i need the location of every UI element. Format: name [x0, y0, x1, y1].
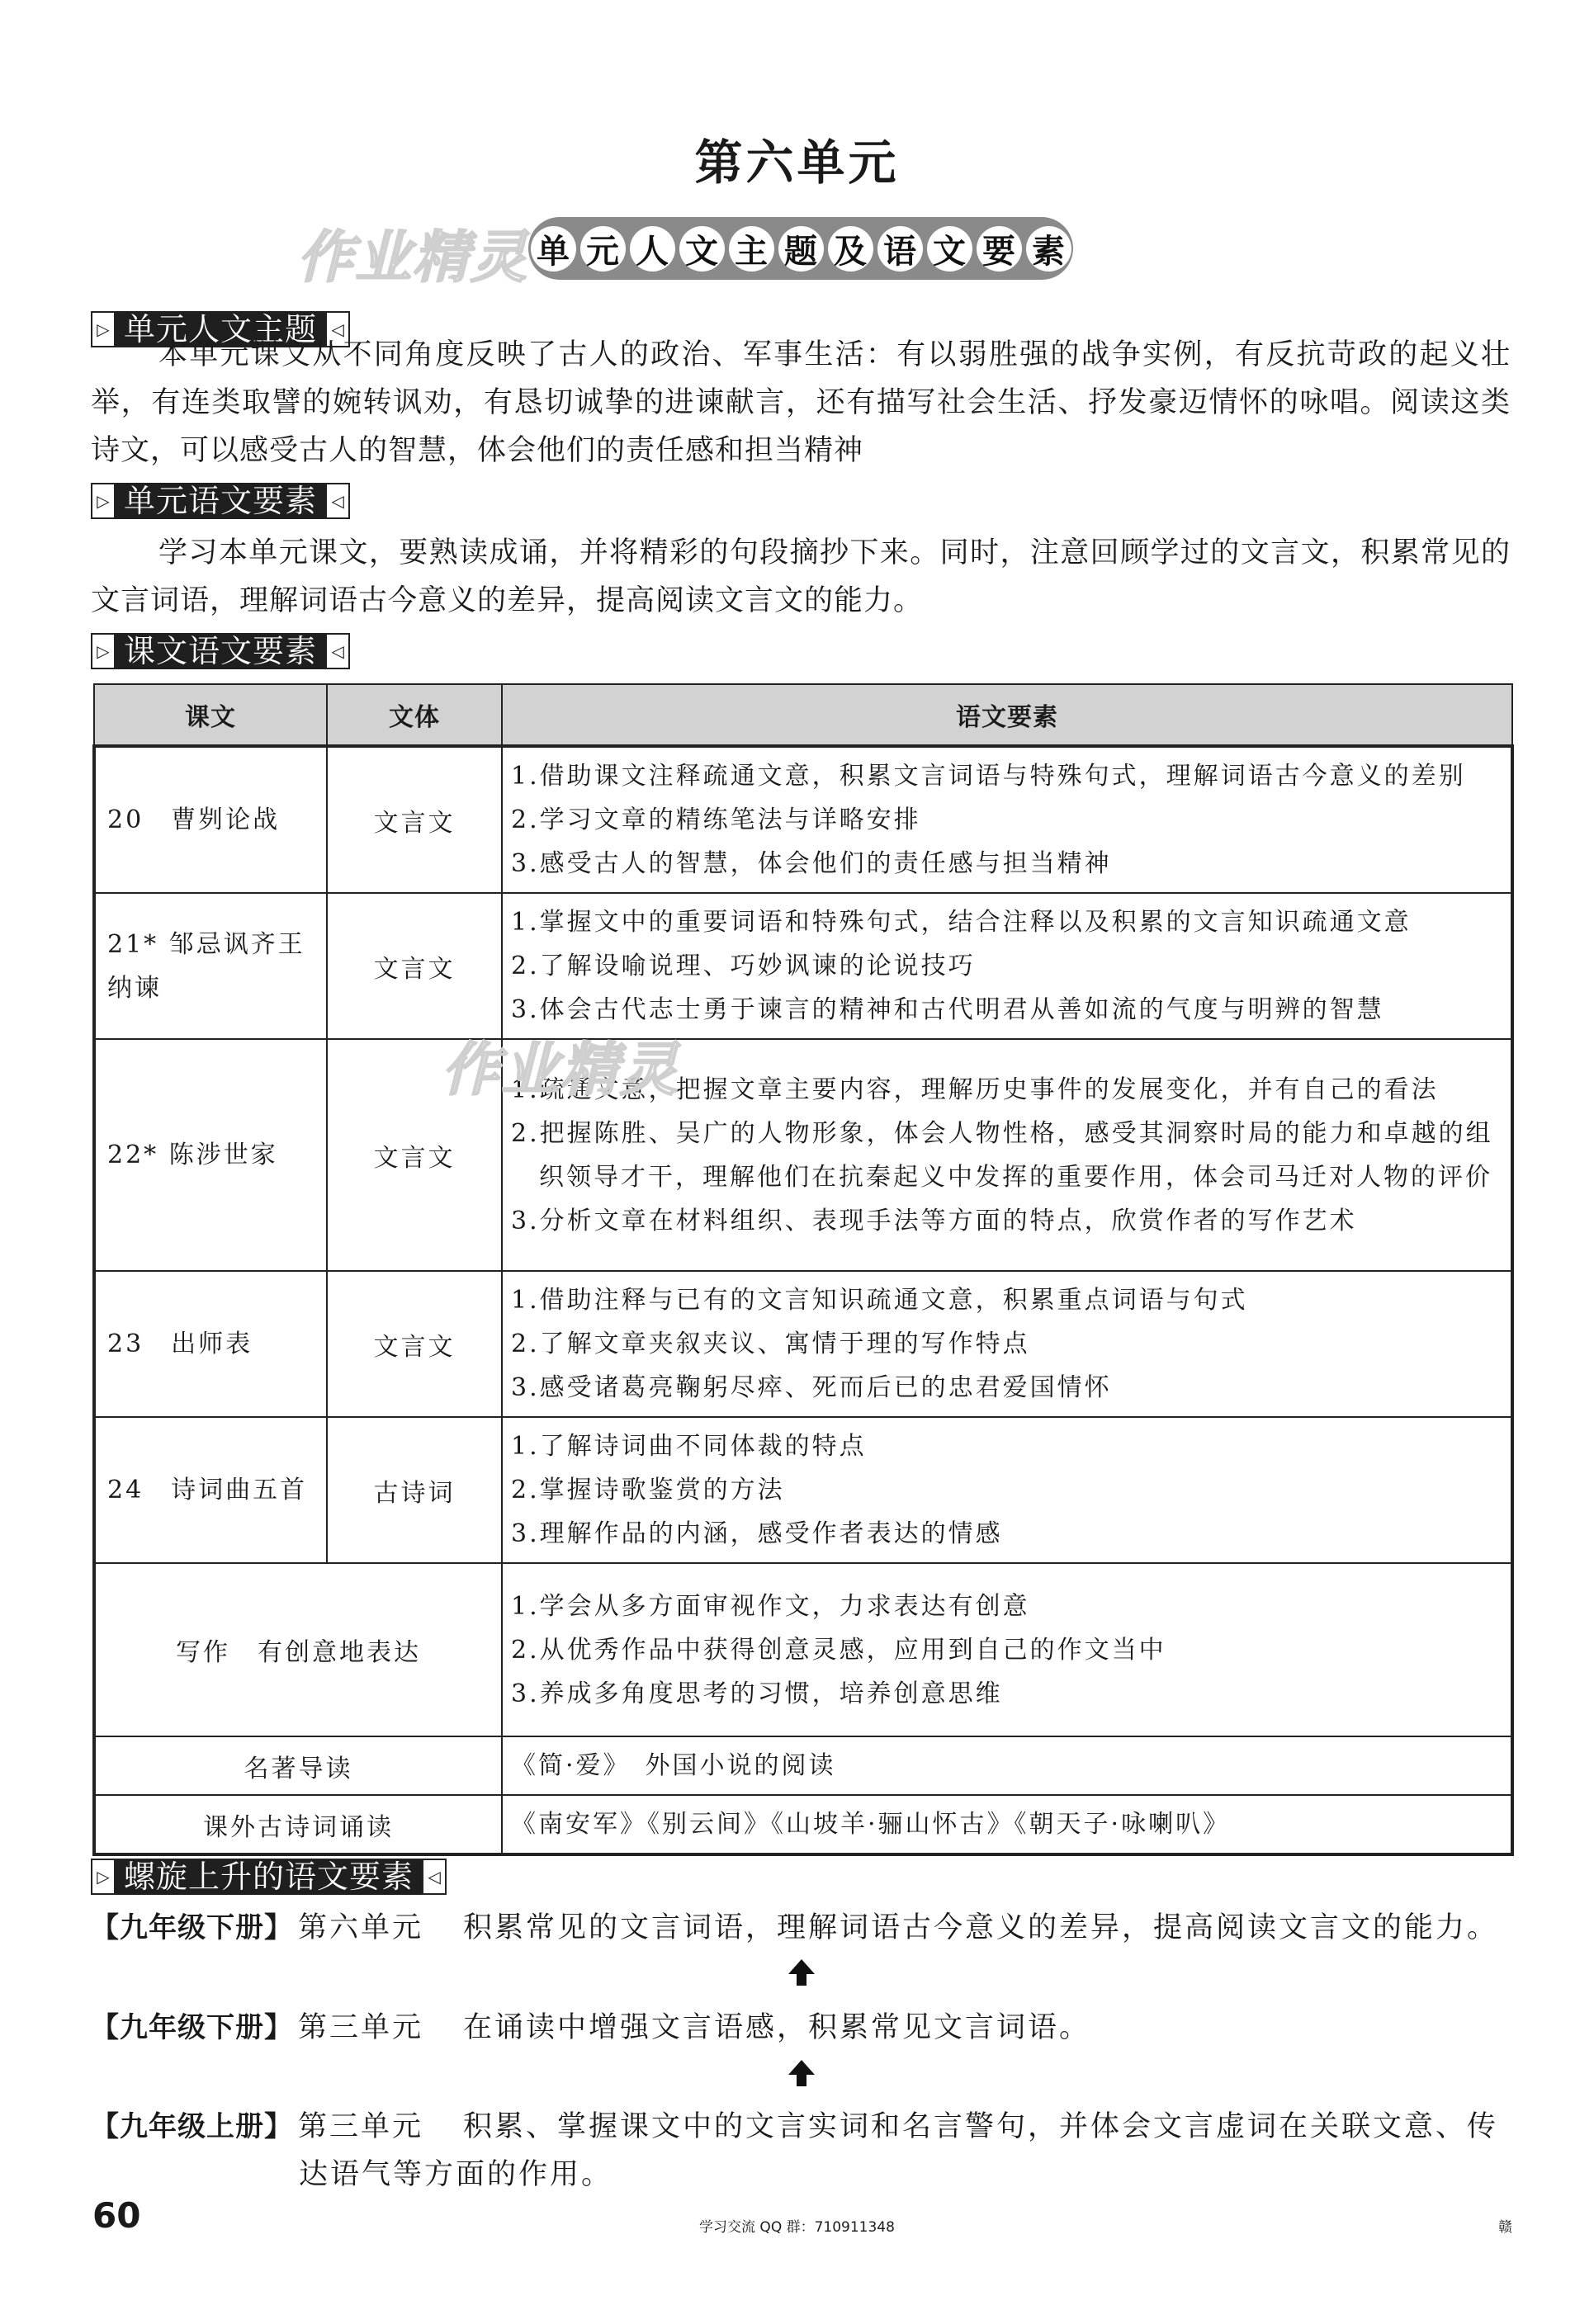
writing-elements: 1.学会从多方面审视作文，力求表达有创意 2.从优秀作品中获得创意灵感，应用到自己的作文当中 3.养成多角度思考的习惯，培养创意思维	[502, 1563, 1512, 1736]
spiral-row	[91, 2103, 1519, 2199]
grade-label: 【九年级下册】	[91, 2011, 293, 2044]
table-header-row	[94, 684, 1512, 746]
banner-char: 素	[1026, 226, 1071, 272]
footer-qq-group: 学习交流 QQ 群：710911348	[699, 2219, 895, 2236]
banner-char: 元	[580, 226, 626, 272]
unit-label: 第三单元	[298, 2110, 424, 2143]
spiral-text: 积累、掌握课文中的文言实词和名言警句，并体会文言虚词在关联文意、传	[463, 2110, 1499, 2143]
lesson-genre: 文言文	[327, 1039, 502, 1271]
unit-label: 第六单元	[298, 1911, 424, 1944]
classics-label: 名著导读	[94, 1736, 502, 1795]
recitation-text: 《南安军》《别云间》《山坡羊·骊山怀古》《朝天子·咏喇叭》	[502, 1795, 1512, 1854]
lesson-title: 20 曹刿论战	[94, 746, 327, 893]
up-arrow-stem	[797, 1974, 806, 1986]
triangle-left-icon: ◁	[325, 311, 350, 347]
spiral-row	[91, 2004, 1519, 2052]
lesson-title: 22* 陈涉世家	[94, 1039, 327, 1271]
spiral-text: 在诵读中增强文言语感，积累常见文言词语。	[463, 2011, 1091, 2044]
table-row	[94, 1271, 1512, 1417]
banner-char: 主	[729, 226, 774, 272]
spiral-text: 积累常见的文言词语，理解词语古今意义的差异，提高阅读文言文的能力。	[463, 1911, 1499, 1944]
section-label-humanistic-theme: ▷ 单元人文主题 ◁	[91, 311, 350, 347]
triangle-right-icon: ▷	[91, 1859, 116, 1895]
table-row	[94, 1563, 1512, 1736]
page-number: 60	[92, 2195, 141, 2236]
lesson-genre: 文言文	[327, 893, 502, 1039]
column-header: 文体	[327, 684, 502, 746]
language-elements-text: 学习本单元课文，要熟读成诵，并将精彩的句段摘抄下来。同时，注意回顾学过的文言文，积累常见的文言词语，理解词语古今意义的差异，提高阅读文言文的能力。	[91, 536, 1511, 617]
lesson-elements-table	[92, 683, 1514, 1856]
unit-label: 第三单元	[298, 2011, 424, 2044]
section-label-lesson-elements: ▷ 课文语文要素 ◁	[91, 633, 350, 669]
banner-char: 题	[778, 226, 824, 272]
lesson-elements: 1.了解诗词曲不同体裁的特点 2.掌握诗歌鉴赏的方法 3.理解作品的内涵，感受作者表达的情感	[502, 1417, 1512, 1563]
recitation-label: 课外古诗词诵读	[94, 1795, 502, 1854]
lesson-genre: 文言文	[327, 1271, 502, 1417]
unit-theme-banner	[528, 217, 1073, 280]
lesson-title: 24 诗词曲五首	[94, 1417, 327, 1563]
column-header: 课文	[94, 684, 327, 746]
table-row	[94, 746, 1512, 893]
triangle-right-icon: ▷	[91, 633, 116, 669]
humanistic-theme-text: 本单元课文从不同角度反映了古人的政治、军事生活：有以弱胜强的战争实例，有反抗苛政的起义壮举，有连类取譬的婉转讽劝，有恳切诚挚的进谏献言，还有描写社会生活、抒发豪迈情怀的咏唱。阅读这类诗文，可以感受古人的智慧，体会他们的责任感和担当精神	[91, 338, 1511, 467]
banner-char: 文	[927, 226, 972, 272]
spiral-text-continued: 达语气等方面的作用。	[299, 2158, 613, 2191]
column-header: 语文要素	[502, 684, 1512, 746]
table-row	[94, 1736, 1512, 1795]
up-arrow-icon	[788, 1959, 815, 1974]
lesson-elements: 1.借助课文注释疏通文意，积累文言词语与特殊句式，理解词语古今意义的差别 2.学习文章的精练笔法与详略安排 3.感受古人的智慧，体会他们的责任感与担当精神	[502, 746, 1512, 893]
banner-char: 语	[877, 226, 923, 272]
banner-char: 要	[977, 226, 1022, 272]
up-arrow-icon	[788, 2060, 815, 2075]
banner-char: 人	[630, 226, 675, 272]
banner-char: 及	[828, 226, 873, 272]
footer-region: 赣	[1498, 2219, 1512, 2236]
page-title: 第六单元	[694, 135, 900, 191]
section-label-language-elements: ▷ 单元语文要素 ◁	[91, 483, 350, 519]
section-label-spiral-elements: ▷ 螺旋上升的语文要素 ◁	[91, 1859, 447, 1895]
lesson-genre: 古诗词	[327, 1417, 502, 1563]
triangle-right-icon: ▷	[91, 311, 116, 347]
watermark: 作业精灵	[297, 225, 529, 290]
banner-char: 单	[531, 226, 576, 272]
table-row	[94, 1039, 1512, 1271]
grade-label: 【九年级下册】	[91, 1911, 293, 1944]
classics-text: 《简·爱》 外国小说的阅读	[502, 1736, 1512, 1795]
triangle-left-icon: ◁	[422, 1859, 447, 1895]
table-row	[94, 1795, 1512, 1854]
table-row	[94, 893, 1512, 1039]
lesson-elements: 1.借助注释与已有的文言知识疏通文意，积累重点词语与句式 2.了解文章夹叙夹议、寓情于理的写作特点 3.感受诸葛亮鞠躬尽瘁、死而后已的忠君爱国情怀	[502, 1271, 1512, 1417]
watermark: 作业精灵	[442, 1036, 679, 1103]
lesson-elements: 1.疏通文意，把握文章主要内容，理解历史事件的发展变化，并有自己的看法 2.把握陈胜、吴广的人物形象，体会人物性格，感受其洞察时局的能力和卓越的组织领导才干，理解他们在抗秦起义中发挥的重要作用，体会司马迁对人物的评价 3.分析文章在材料组织、表现手法等方面的特点，欣赏作者的写作艺术	[502, 1039, 1512, 1271]
triangle-left-icon: ◁	[325, 483, 350, 519]
spiral-row	[91, 1904, 1519, 1952]
writing-label: 写作 有创意地表达	[94, 1563, 502, 1736]
lesson-title: 23 出师表	[94, 1271, 327, 1417]
table-row	[94, 1417, 1512, 1563]
up-arrow-stem	[797, 2075, 806, 2086]
banner-char: 文	[679, 226, 725, 272]
lesson-title: 21* 邹忌讽齐王纳谏	[94, 893, 327, 1039]
lesson-elements: 1.掌握文中的重要词语和特殊句式，结合注释以及积累的文言知识疏通文意 2.了解设喻说理、巧妙讽谏的论说技巧 3.体会古代志士勇于谏言的精神和古代明君从善如流的气度与明辨的智慧	[502, 893, 1512, 1039]
triangle-right-icon: ▷	[91, 483, 116, 519]
triangle-left-icon: ◁	[325, 633, 350, 669]
banner-title	[531, 226, 1071, 272]
lesson-genre: 文言文	[327, 746, 502, 893]
grade-label: 【九年级上册】	[91, 2110, 293, 2143]
